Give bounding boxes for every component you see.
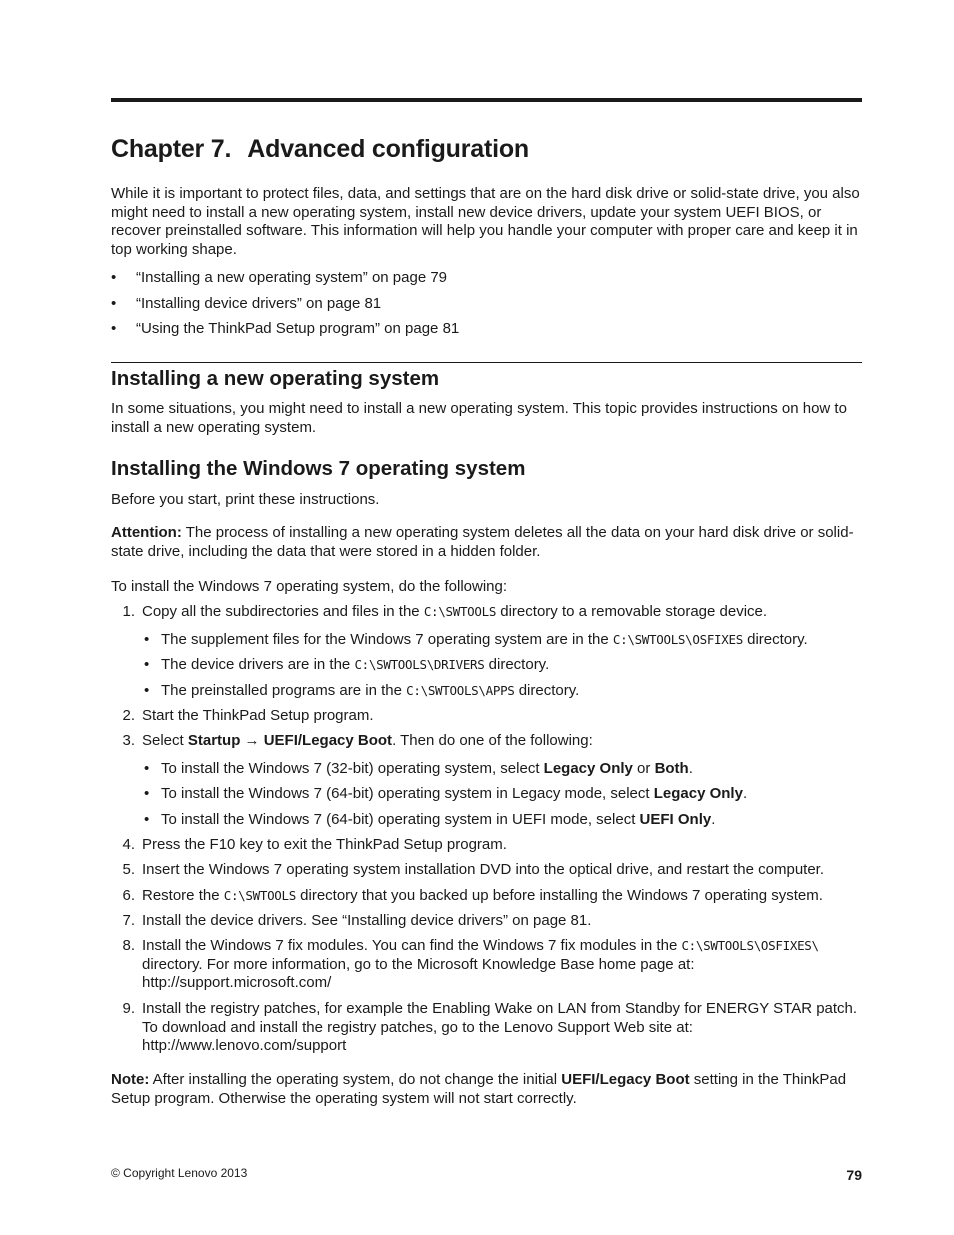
attention-paragraph bbox=[111, 524, 862, 561]
step-text: Select bbox=[142, 732, 188, 749]
sub-text: The device drivers are in the bbox=[161, 656, 355, 673]
document-page bbox=[111, 0, 862, 1235]
step-number: 4. bbox=[122, 836, 135, 853]
step-1 bbox=[111, 603, 862, 631]
step-text: Insert the Windows 7 operating system installation DVD into the optical drive, and restart the computer. bbox=[142, 861, 825, 878]
section-heading-windows7: Installing the Windows 7 operating system bbox=[111, 457, 526, 480]
sub-text: To install the Windows 7 (64-bit) operating system in UEFI mode, select bbox=[161, 811, 640, 828]
step-text: Install the registry patches, for example the Enabling Wake on LAN from Standby for ENERGY STAR patch. To download and install the registry patches, go to the Lenovo Support Web site at: bbox=[142, 1000, 858, 1036]
sub-text: or bbox=[632, 760, 655, 777]
note-text: After installing the operating system, do not change the initial bbox=[149, 1071, 562, 1088]
menu-startup: Startup bbox=[187, 732, 241, 749]
procedure-lead: To install the Windows 7 operating system, do the following: bbox=[111, 578, 508, 595]
sub-text: . bbox=[688, 760, 693, 777]
step-1-sub-drivers bbox=[111, 656, 862, 682]
option-legacy-only: Legacy Only bbox=[543, 760, 633, 777]
step-number: 2. bbox=[122, 707, 135, 724]
step-text: directory that you backed up before installing the Windows 7 operating system. bbox=[295, 887, 823, 904]
microsoft-support-url[interactable]: http://support.microsoft.com/ bbox=[142, 974, 332, 991]
step-3 bbox=[111, 732, 862, 760]
sub-text: To install the Windows 7 (32-bit) operating system, select bbox=[161, 760, 544, 777]
path-code: C:\SWTOOLS\DRIVERS bbox=[354, 657, 485, 672]
note-label: Note: bbox=[111, 1071, 150, 1088]
path-code: C:\SWTOOLS bbox=[223, 888, 296, 903]
sub-text: The supplement files for the Windows 7 operating system are in the bbox=[161, 631, 613, 648]
note-uefi-legacy-boot: UEFI/Legacy Boot bbox=[561, 1071, 690, 1088]
section-intro-paragraph: In some situations, you might need to install a new operating system. This topic provides instructions on how to install a new operating system. bbox=[111, 400, 847, 436]
menu-uefi-legacy-boot: UEFI/Legacy Boot bbox=[263, 732, 393, 749]
intro-paragraph: While it is important to protect files, data, and settings that are on the hard disk drive or solid-state drive, you also might need to install a new operating system, install new device drivers, update your system UEFI BIOS, or recover preinstalled software. This information will help you handle your computer with proper care and keep it in top working shape. bbox=[111, 185, 860, 259]
step-number: 3. bbox=[122, 732, 135, 749]
step-2 bbox=[111, 707, 862, 732]
path-code: C:\SWTOOLS\OSFIXES\ bbox=[681, 938, 819, 953]
step-number: 7. bbox=[122, 912, 135, 929]
step-text: Restore the bbox=[142, 887, 224, 904]
toc-link-installing-os[interactable]: • “Installing a new operating system” on page 79 bbox=[111, 269, 459, 295]
step-1-sub-supplement bbox=[111, 631, 862, 656]
lenovo-support-url[interactable]: http://www.lenovo.com/support bbox=[142, 1037, 347, 1054]
step-text: . Then do one of the following: bbox=[392, 732, 593, 749]
toc-link-installing-drivers[interactable]: • “Installing device drivers” on page 81 bbox=[111, 295, 459, 321]
step-number: 9. bbox=[122, 1000, 135, 1017]
toc-link-thinkpad-setup[interactable]: • “Using the ThinkPad Setup program” on page 81 bbox=[111, 320, 459, 346]
sub-text: directory. bbox=[742, 631, 808, 648]
step-text: Install the device drivers. See “Installing device drivers” on page 81. bbox=[142, 912, 592, 929]
step-3-sub-64bit-uefi bbox=[111, 811, 862, 836]
step-number: 1. bbox=[122, 603, 135, 620]
step-3-sub-32bit bbox=[111, 760, 862, 785]
step-number: 8. bbox=[122, 937, 135, 954]
sub-text: To install the Windows 7 (64-bit) operating system in Legacy mode, select bbox=[161, 785, 654, 802]
sub-text: directory. bbox=[514, 682, 580, 699]
step-8 bbox=[111, 937, 862, 1000]
section-rule bbox=[111, 362, 862, 363]
step-number: 5. bbox=[122, 861, 135, 878]
option-uefi-only: UEFI Only bbox=[639, 811, 712, 828]
sub-text: The preinstalled programs are in the bbox=[161, 682, 407, 699]
sub-text: . bbox=[742, 785, 748, 802]
step-4 bbox=[111, 836, 862, 861]
step-text: Press the F10 key to exit the ThinkPad Setup program. bbox=[142, 836, 507, 853]
path-code: C:\SWTOOLS bbox=[423, 604, 497, 619]
option-both: Both bbox=[654, 760, 689, 777]
step-text: directory to a removable storage device. bbox=[496, 603, 768, 620]
chapter-number: Chapter 7. bbox=[111, 135, 232, 163]
step-text: Install the Windows 7 fix modules. You can find the Windows 7 fix modules in the bbox=[142, 937, 682, 954]
step-text: directory. For more information, go to the Microsoft Knowledge Base home page at: bbox=[142, 955, 695, 973]
chapter-contents-list bbox=[111, 269, 459, 346]
step-text: Start the ThinkPad Setup program. bbox=[142, 707, 374, 724]
before-you-start-text: Before you start, print these instructions. bbox=[111, 491, 380, 508]
step-text: Copy all the subdirectories and files in the bbox=[142, 603, 424, 620]
sub-text: . bbox=[711, 811, 716, 828]
attention-text: The process of installing a new operating system deletes all the data on your hard disk drive or solid-state drive, including the data that were stored in a hidden folder. bbox=[111, 524, 854, 560]
top-rule bbox=[111, 98, 862, 102]
chapter-title bbox=[111, 135, 529, 164]
footer-copyright: © Copyright Lenovo 2013 bbox=[111, 1166, 248, 1180]
page-number: 79 bbox=[846, 1167, 862, 1183]
step-1-sub-apps bbox=[111, 682, 862, 707]
step-6 bbox=[111, 887, 862, 912]
section-heading-installing-os: Installing a new operating system bbox=[111, 367, 440, 390]
path-code: C:\SWTOOLS\OSFIXES bbox=[612, 632, 743, 647]
step-3-sub-64bit-legacy bbox=[111, 785, 862, 811]
sub-text: directory. bbox=[484, 656, 550, 673]
step-number: 6. bbox=[122, 887, 135, 904]
option-legacy-only: Legacy Only bbox=[653, 785, 743, 802]
path-code: C:\SWTOOLS\APPS bbox=[406, 683, 515, 698]
step-5 bbox=[111, 861, 862, 887]
attention-label: Attention: bbox=[111, 524, 182, 541]
procedure-steps bbox=[111, 603, 862, 1056]
note-text: setting in the ThinkPad Setup program. Otherwise the operating system will not start correctly. bbox=[111, 1071, 847, 1107]
step-7 bbox=[111, 912, 862, 937]
arrow-right-icon: → bbox=[244, 732, 260, 749]
step-9 bbox=[111, 1000, 862, 1056]
note-paragraph bbox=[111, 1071, 862, 1108]
chapter-name: Advanced configuration bbox=[247, 135, 529, 163]
